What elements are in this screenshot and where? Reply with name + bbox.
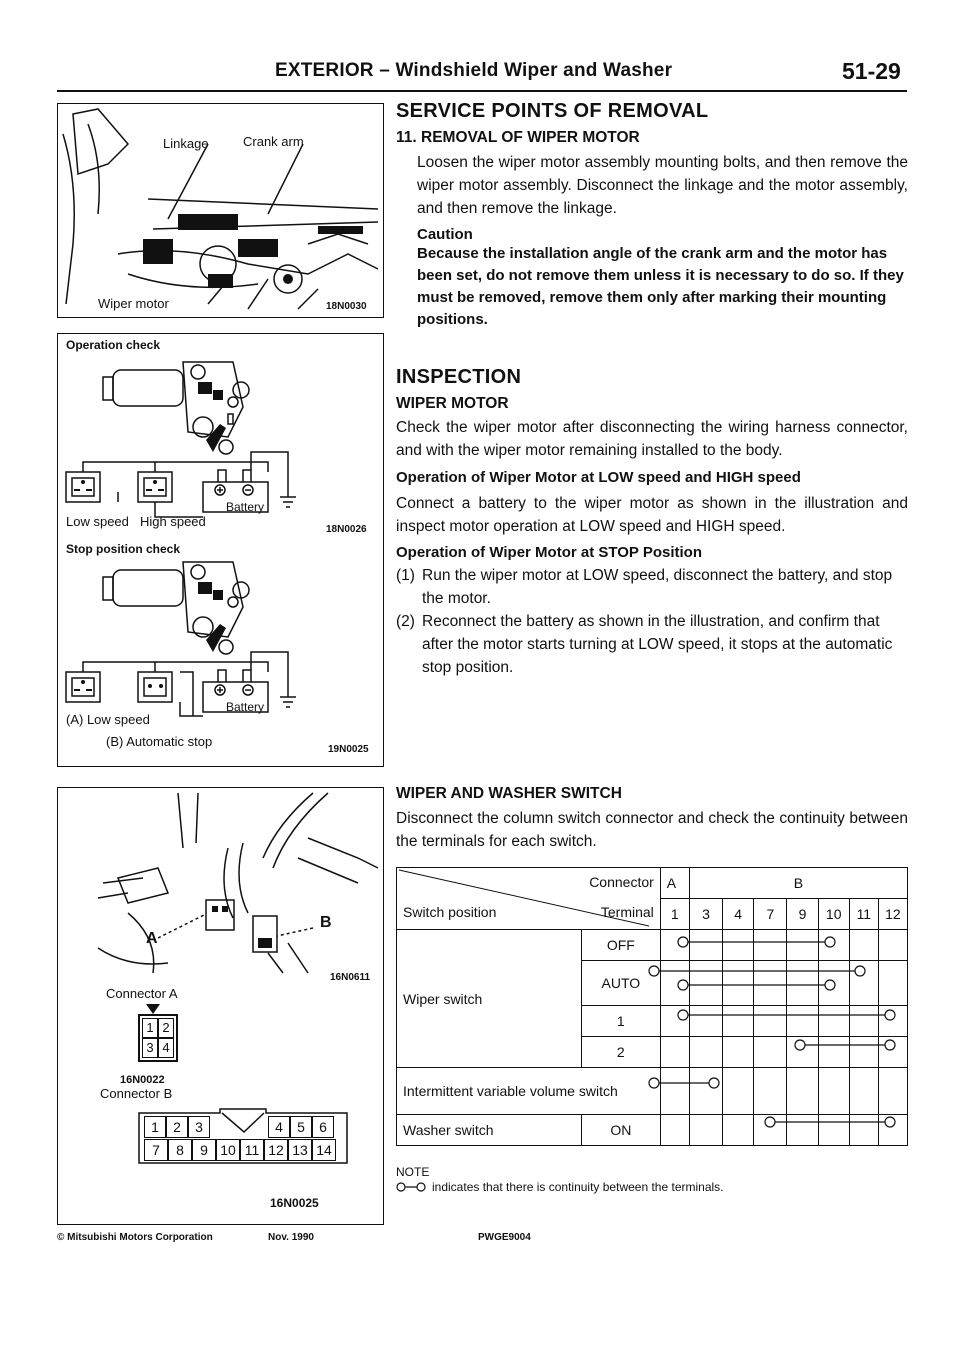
pin: 6 xyxy=(312,1116,334,1138)
pin: 4 xyxy=(158,1038,174,1058)
note xyxy=(396,1180,724,1194)
pin: 9 xyxy=(192,1139,216,1161)
terminal-col: 11 xyxy=(849,899,878,930)
wiper-switch-label: Wiper switch xyxy=(397,930,582,1068)
pin: 3 xyxy=(188,1116,210,1138)
low-speed-label: Low speed xyxy=(66,514,129,529)
section-title: EXTERIOR – Windshield Wiper and Washer xyxy=(275,60,673,81)
page-header xyxy=(0,58,960,92)
figure-code: 18N0030 xyxy=(326,301,367,312)
pin: 12 xyxy=(264,1139,288,1161)
removal-heading: SERVICE POINTS OF REMOVAL xyxy=(396,100,709,122)
terminal-col: 3 xyxy=(689,899,722,930)
terminal-col: 1 xyxy=(660,899,689,930)
high-speed-label: High speed xyxy=(140,514,206,529)
figure-code-1: 16N0611 xyxy=(330,972,371,983)
position-on: ON xyxy=(581,1115,660,1146)
figure-motor-checks xyxy=(57,333,384,767)
note-title: NOTE xyxy=(396,1165,430,1179)
pin: 14 xyxy=(312,1139,336,1161)
pin: 7 xyxy=(144,1139,168,1161)
terminal-col: 9 xyxy=(787,899,818,930)
figure-switch-connectors xyxy=(57,787,384,1225)
figure-wiper-linkage xyxy=(57,103,384,318)
removal-section xyxy=(396,100,908,331)
wiper-motor-subheading: WIPER MOTOR xyxy=(396,395,509,412)
switch-heading: WIPER AND WASHER SWITCH xyxy=(396,785,622,802)
battery-label-2: Battery xyxy=(226,700,265,714)
low-high-body: Connect a battery to the wiper motor as shown in the illustration and inspect motor operation at LOW speed and HIGH speed. xyxy=(396,495,908,535)
stop-position-check-label: Stop position check xyxy=(66,542,181,556)
linkage-label: Linkage xyxy=(163,136,209,151)
connector-a-pinout xyxy=(138,1014,178,1062)
b-automatic-stop-label: (B) Automatic stop xyxy=(106,734,213,749)
connector-a-key-icon xyxy=(146,1004,160,1014)
pin: 11 xyxy=(240,1139,264,1161)
copyright: © Mitsubishi Motors Corporation xyxy=(57,1232,213,1243)
terminal-col: 7 xyxy=(754,899,787,930)
figure-code-2: 16N0022 xyxy=(120,1074,165,1086)
inspection-section xyxy=(396,366,908,679)
pin: 1 xyxy=(142,1018,158,1038)
pin: 3 xyxy=(142,1038,158,1058)
figure-code-1: 18N0026 xyxy=(326,524,367,535)
step-1: (1) Run the wiper motor at LOW speed, disconnect the battery, and stop the motor. xyxy=(396,567,893,607)
continuity-table xyxy=(396,867,908,1146)
position-off: OFF xyxy=(581,930,660,961)
continuity-symbol-icon xyxy=(396,1181,426,1193)
page-number: 51-29 xyxy=(842,58,901,84)
a-low-speed-label: (A) Low speed xyxy=(66,712,150,727)
pin: 13 xyxy=(288,1139,312,1161)
header-rule xyxy=(57,90,907,92)
connector-b-pinout xyxy=(138,1108,348,1164)
removal-body: Loosen the wiper motor assembly mounting bolts, and then remove the wiper motor assembly. Disconnect the linkage and the motor assembly, and then remove the linkage. xyxy=(417,154,908,217)
washer-switch-label: Washer switch xyxy=(397,1115,582,1146)
terminal-col: 4 xyxy=(723,899,754,930)
operation-check-label: Operation check xyxy=(66,338,161,352)
wiper-motor-label: Wiper motor xyxy=(98,296,169,311)
connector-a-callout: A xyxy=(146,930,158,947)
position-auto: AUTO xyxy=(581,961,660,1006)
position-1: 1 xyxy=(581,1006,660,1037)
corner-header: Connector Terminal Switch position xyxy=(397,868,661,930)
inspection-heading: INSPECTION xyxy=(396,366,522,388)
crank-arm-label: Crank arm xyxy=(243,134,304,149)
switch-body: Disconnect the column switch connector and check the continuity between the terminals for each switch. xyxy=(396,810,908,850)
pin: 8 xyxy=(168,1139,192,1161)
document-code: PWGE9004 xyxy=(478,1232,531,1243)
terminal-col: 12 xyxy=(878,899,907,930)
pin: 4 xyxy=(268,1116,290,1138)
note-text: indicates that there is continuity between the terminals. xyxy=(432,1180,724,1194)
inspection-body: Check the wiper motor after disconnecting the wiring harness connector, and with the wiper motor remaining installed to the body. xyxy=(396,419,908,459)
connector-a-header: A xyxy=(660,868,689,899)
removal-subheading: 11. REMOVAL OF WIPER MOTOR xyxy=(396,129,640,146)
connector-b-label: Connector B xyxy=(100,1086,173,1101)
figure-code-3: 16N0025 xyxy=(270,1196,319,1210)
caution-text: Because the installation angle of the crank arm and the motor has been set, do not remove them unless it is necessary to do so. If they must be removed, remove them only after marking their mounting positions. xyxy=(417,245,904,328)
switch-section xyxy=(396,785,908,853)
low-high-heading: Operation of Wiper Motor at LOW speed and HIGH speed xyxy=(396,469,801,486)
intermittent-switch-label: Intermittent variable volume switch xyxy=(397,1068,661,1115)
publication-date: Nov. 1990 xyxy=(268,1232,314,1243)
column-switch-illustration xyxy=(58,788,383,978)
step-2: (2) Reconnect the battery as shown in the illustration, and confirm that after the motor starts turning at LOW speed, it stops at the automatic stop position. xyxy=(396,613,893,676)
position-2: 2 xyxy=(581,1037,660,1068)
terminal-col: 10 xyxy=(818,899,849,930)
connector-b-callout: B xyxy=(320,914,332,931)
wiper-linkage-illustration xyxy=(58,104,383,317)
connector-b-header: B xyxy=(689,868,907,899)
pin: 5 xyxy=(290,1116,312,1138)
battery-label-1: Battery xyxy=(226,500,265,514)
connector-a-label: Connector A xyxy=(106,986,178,1001)
pin: 2 xyxy=(166,1116,188,1138)
stop-position-heading: Operation of Wiper Motor at STOP Position xyxy=(396,544,702,561)
pin: 1 xyxy=(144,1116,166,1138)
pin: 10 xyxy=(216,1139,240,1161)
figure-code-2: 19N0025 xyxy=(328,744,369,755)
caution-title: Caution xyxy=(417,226,473,243)
pin: 2 xyxy=(158,1018,174,1038)
